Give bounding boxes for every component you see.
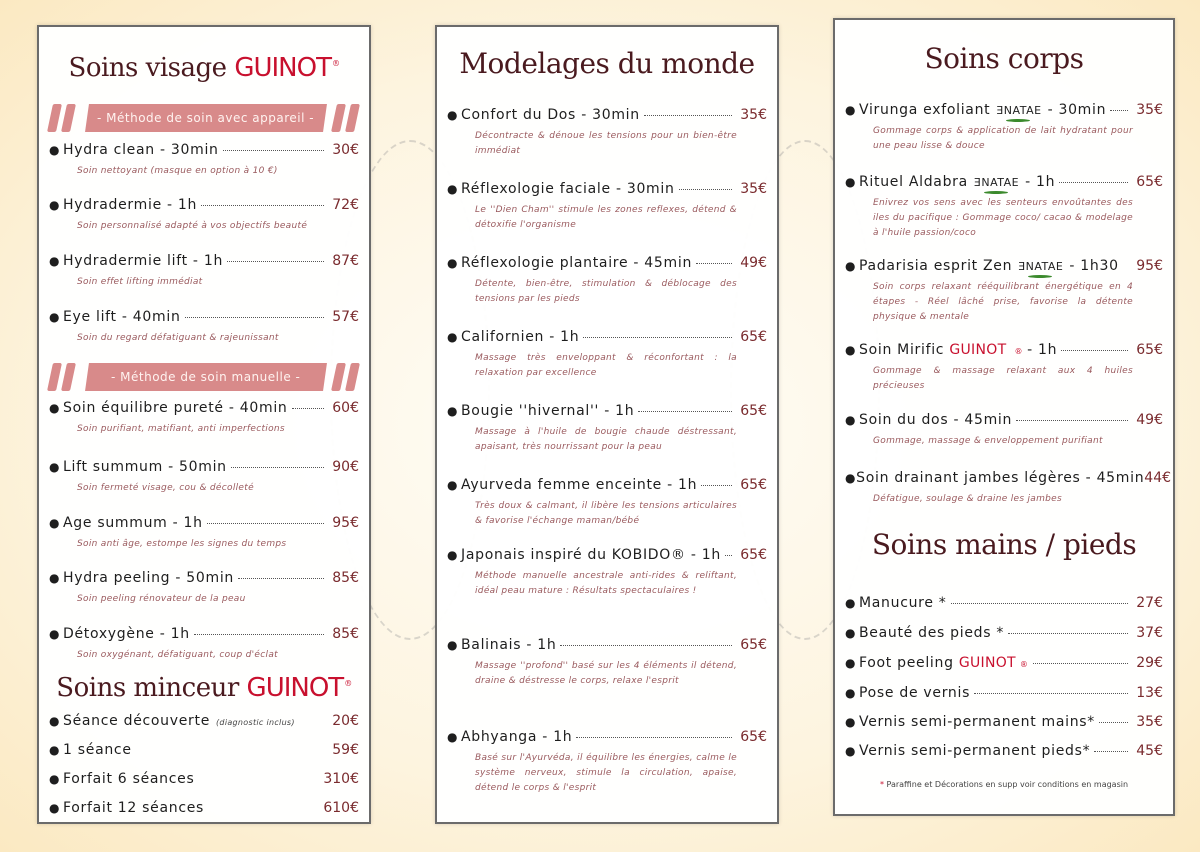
banner-slash (47, 104, 62, 132)
bullet-icon: ● (49, 254, 61, 268)
service-name: Vernis semi-permanent mains* (859, 714, 1096, 730)
service-name: Soin drainant jambes légères - 45min (856, 470, 1145, 486)
service-price: 35€ (1136, 102, 1163, 118)
registered-mark: ® (1014, 347, 1024, 356)
dot-leader (583, 337, 732, 338)
service-price: 35€ (740, 181, 767, 197)
service-price: 65€ (1136, 174, 1163, 190)
bullet-icon: ● (845, 596, 857, 610)
dot-leader (679, 189, 733, 190)
guinot-brand: GUINOT (246, 673, 344, 703)
service-text: - 1h (1027, 342, 1058, 358)
guinot-brand: GUINOT (949, 342, 1007, 358)
dot-leader (576, 737, 732, 738)
service-name: Lift summum - 50min (63, 459, 227, 475)
dot-leader (194, 634, 324, 635)
bullet-icon: ● (845, 413, 857, 427)
service-name: Age summum - 1h (63, 515, 203, 531)
banner-slash (61, 104, 76, 132)
panel-soins-corps (833, 18, 1175, 816)
service-item: ● Californien - 1h 65€ Massage très enveloppant & réconfortant : la relaxation par excellence (447, 329, 767, 378)
service-item: ● Réflexologie plantaire - 45min 49€ Détente, bien-être, stimulation & déblocage des tensions par les pieds (447, 255, 767, 304)
service-name: Virunga exfoliant (859, 102, 991, 118)
dot-leader (951, 603, 1129, 604)
service-price: 65€ (740, 637, 767, 653)
bullet-icon: ● (49, 627, 61, 641)
service-name: Foot peeling (859, 655, 954, 671)
method-banner-device (47, 104, 359, 132)
service-price: 35€ (1136, 714, 1163, 730)
bullet-icon: ● (845, 259, 857, 273)
bullet-icon: ● (447, 638, 459, 652)
bullet-icon: ● (845, 343, 857, 357)
service-name: Eye lift - 40min (63, 309, 181, 325)
service-item: ● Soin drainant jambes légères - 45min 44€ Défatigue, soulage & draine les jambes (845, 470, 1172, 504)
service-item: ● Réflexologie faciale - 30min 35€ Le ''Dien Cham'' stimule les zones reflexes, détend & détoxifie l'organisme (447, 181, 767, 230)
service-item (845, 743, 1163, 759)
bullet-icon: ● (845, 656, 857, 670)
service-item: ● Hydradermie lift - 1h 87€ Soin effet lifting immédiat (49, 253, 359, 287)
service-item (49, 771, 359, 787)
section-title-soins-visage: Soins visage GUINOT® (68, 53, 340, 83)
panel-soins-visage (37, 25, 371, 824)
service-item: ● Hydra clean - 30min 30€ Soin nettoyant (masque en option à 10 €) (49, 142, 359, 176)
service-price: 44€ (1144, 470, 1172, 486)
service-name: Pose de vernis (859, 685, 971, 701)
dot-leader (1033, 663, 1129, 664)
service-item: ● Abhyanga - 1h 65€ Basé sur l'Ayurvéda, il équilibre les énergies, calme le système nerveux, stimule la circulation, apaise, détend le corps & l'esprit (447, 729, 767, 793)
dot-leader (1061, 350, 1128, 351)
service-price: 95€ (1136, 258, 1163, 274)
service-price: 13€ (1136, 685, 1163, 701)
service-price: 65€ (740, 403, 767, 419)
bullet-icon: ● (845, 744, 857, 758)
banner-bar (85, 104, 327, 132)
service-price: 49€ (740, 255, 767, 271)
dot-leader (238, 578, 324, 579)
banner-slash (331, 104, 346, 132)
section-title-modelages: Modelages du monde (459, 47, 755, 80)
service-price: 49€ (1136, 412, 1163, 428)
dot-leader (231, 467, 325, 468)
footnote: * Paraffine et Décorations en supp voir conditions en magasin (879, 780, 1129, 789)
service-name: Bougie ''hivernal'' - 1h (461, 403, 635, 419)
bullet-icon: ● (447, 182, 459, 196)
service-price: 59€ (332, 742, 359, 758)
service-item (845, 595, 1163, 611)
service-item: ● Rituel Aldabra ƎNATAE - 1h 65€ Enivrez vos sens avec les senteurs envoûtantes des iles du pacifique : Gommage coco/ cacao & modelage à l'huile passion/coco (845, 174, 1163, 238)
service-name: Japonais inspiré du KOBIDO® - 1h (461, 547, 721, 563)
service-name: Californien - 1h (461, 329, 580, 345)
dot-leader (185, 317, 325, 318)
guinot-brand: GUINOT (958, 655, 1016, 671)
banner-slash (345, 363, 360, 391)
service-name: Balinais - 1h (461, 637, 557, 653)
service-name: Hydradermie - 1h (63, 197, 198, 213)
service-price: 27€ (1136, 595, 1163, 611)
dot-leader (696, 263, 732, 264)
service-price: 65€ (740, 329, 767, 345)
service-name: Soin du dos - 45min (859, 412, 1013, 428)
service-name: Hydradermie lift - 1h (63, 253, 224, 269)
service-item: ● Soin du dos - 45min 49€ Gommage, massage & enveloppement purifiant (845, 412, 1163, 446)
dot-leader (223, 150, 325, 151)
service-price: 37€ (1136, 625, 1163, 641)
method-banner-manual (47, 363, 359, 391)
bullet-icon: ● (49, 743, 61, 757)
service-item (49, 713, 359, 729)
section-title-soins-minceur: Soins minceur GUINOT® (56, 673, 352, 703)
bullet-icon: ● (845, 686, 857, 700)
bullet-icon: ● (49, 143, 61, 157)
dot-leader (207, 523, 325, 524)
dot-leader (227, 261, 324, 262)
service-item: ● Hydra peeling - 50min 85€ Soin peeling rénovateur de la peau (49, 570, 359, 604)
service-item: ● Bougie ''hivernal'' - 1h 65€ Massage à l'huile de bougie chaude déstressant, apaisant, très nourrissant pour la peau (447, 403, 767, 452)
dot-leader (1099, 722, 1128, 723)
natae-brand-logo: ƎNATAE (1018, 260, 1064, 273)
service-item: ● Virunga exfoliant ƎNATAE - 30min 35€ Gommage corps & application de lait hydratant pour une peau lisse & douce (845, 102, 1163, 151)
dot-leader (560, 645, 732, 646)
service-text: - 1h30 (1069, 258, 1119, 274)
dot-leader (701, 485, 732, 486)
service-name: Séance découverte (63, 713, 211, 729)
service-item: ● Soin Mirific GUINOT ® - 1h 65€ Gommage & massage relaxant aux 4 huiles précieuses (845, 342, 1163, 391)
service-price: 65€ (740, 729, 767, 745)
bullet-icon: ● (845, 175, 857, 189)
dot-leader (974, 693, 1128, 694)
service-price: 29€ (1136, 655, 1163, 671)
dot-leader (1008, 633, 1128, 634)
service-item (845, 625, 1163, 641)
service-name: Rituel Aldabra (859, 174, 968, 190)
service-item: ● Confort du Dos - 30min 35€ Décontracte & dénoue les tensions pour un bien-être immédiat (447, 107, 767, 156)
dot-leader (292, 408, 325, 409)
registered-mark: ® (1019, 660, 1029, 669)
banner-slash (47, 363, 62, 391)
dot-leader (1016, 420, 1128, 421)
service-price: 310€ (323, 771, 359, 787)
service-name: Ayurveda femme enceinte - 1h (461, 477, 698, 493)
service-name: Soin Mirific (859, 342, 945, 358)
service-price: 65€ (1136, 342, 1163, 358)
dot-leader (725, 555, 732, 556)
banner-bar (85, 363, 327, 391)
service-price: 20€ (332, 713, 359, 729)
bullet-icon: ● (447, 108, 459, 122)
panel-modelages (435, 25, 779, 824)
natae-brand-logo: ƎNATAE (996, 104, 1042, 117)
dot-leader (201, 205, 324, 206)
dot-leader (644, 115, 732, 116)
bullet-icon: ● (845, 471, 857, 485)
bullet-icon: ● (845, 626, 857, 640)
service-item: ● Soin équilibre pureté - 40min 60€ Soin purifiant, matifiant, anti imperfections (49, 400, 359, 434)
service-text: - Méthode de soin avec appareil - (97, 111, 315, 125)
service-note: (diagnostic inclus) (216, 718, 295, 727)
service-item: ● Hydradermie - 1h 72€ Soin personnalisé adapté à vos objectifs beauté (49, 197, 359, 231)
service-name: Réflexologie faciale - 30min (461, 181, 675, 197)
natae-brand-logo: ƎNATAE (973, 176, 1020, 189)
banner-slash (331, 363, 346, 391)
dot-leader (1110, 110, 1128, 111)
section-title-soins-mains-pieds: Soins mains / pieds (871, 528, 1137, 561)
service-name: Vernis semi-permanent pieds* (859, 743, 1091, 759)
bullet-icon: ● (49, 714, 61, 728)
bullet-icon: ● (447, 330, 459, 344)
service-item (845, 655, 1163, 671)
service-name: Beauté des pieds * (859, 625, 1005, 641)
service-item: ● Détoxygène - 1h 85€ Soin oxygénant, défatiguant, coup d'éclat (49, 626, 359, 660)
service-price: 65€ (740, 477, 767, 493)
service-name: Abhyanga - 1h (461, 729, 573, 745)
bullet-icon: ● (49, 571, 61, 585)
bullet-icon: ● (49, 310, 61, 324)
service-price: 72€ (332, 197, 359, 213)
dot-leader (1059, 182, 1128, 183)
service-price: 60€ (332, 400, 359, 416)
banner-slash (61, 363, 76, 391)
service-text: - 30min (1047, 102, 1107, 118)
section-title-soins-corps: Soins corps (924, 42, 1084, 75)
service-price: 45€ (1136, 743, 1163, 759)
bullet-icon: ● (447, 548, 459, 562)
guinot-brand: GUINOT (234, 53, 331, 83)
bullet-icon: ● (845, 103, 857, 117)
service-item (845, 685, 1163, 701)
service-item: ● Ayurveda femme enceinte - 1h 65€ Très doux & calmant, il libère les tensions articulaires & favorise l'échange maman/bébé (447, 477, 767, 526)
service-price: 87€ (332, 253, 359, 269)
bullet-icon: ● (447, 730, 459, 744)
service-name: Manucure * (859, 595, 947, 611)
dot-leader (1094, 751, 1128, 752)
service-name: Confort du Dos - 30min (461, 107, 640, 123)
service-price: 85€ (332, 570, 359, 586)
service-item: ● Eye lift - 40min 57€ Soin du regard défatiguant & rajeunissant (49, 309, 359, 343)
service-price: 90€ (332, 459, 359, 475)
service-price: 65€ (740, 547, 767, 563)
service-price: 30€ (332, 142, 359, 158)
service-price: 85€ (332, 626, 359, 642)
bullet-icon: ● (447, 256, 459, 270)
service-name: Soin équilibre pureté - 40min (63, 400, 288, 416)
service-price: 57€ (332, 309, 359, 325)
service-name: Padarisia esprit Zen (859, 258, 1013, 274)
service-price: 35€ (740, 107, 767, 123)
bullet-icon: ● (49, 198, 61, 212)
banner-slash (345, 104, 360, 132)
service-item: ● Padarisia esprit Zen ƎNATAE - 1h30 95€ Soin corps relaxant rééquilibrant énergétique en 4 étapes - Réel lâché prise, favorise la détente physique & mentale (845, 258, 1163, 322)
service-price: 610€ (323, 800, 359, 816)
service-name: 1 séance (63, 742, 132, 758)
service-name: Forfait 6 séances (63, 771, 195, 787)
service-item: ● Japonais inspiré du KOBIDO® - 1h 65€ Méthode manuelle ancestrale anti-rides & reliftant, idéal peau mature : Résultats spectaculaires ! (447, 547, 767, 596)
bullet-icon: ● (447, 478, 459, 492)
service-name: Réflexologie plantaire - 45min (461, 255, 693, 271)
service-price: 95€ (332, 515, 359, 531)
service-name: Hydra peeling - 50min (63, 570, 235, 586)
bullet-icon: ● (49, 516, 61, 530)
service-text: - Méthode de soin manuelle - (111, 370, 301, 384)
bullet-icon: ● (49, 460, 61, 474)
bullet-icon: ● (49, 401, 61, 415)
service-item (845, 714, 1163, 730)
service-item: ● Balinais - 1h 65€ Massage ''profond'' basé sur les 4 éléments il détend, draine & déstresse le corps, relaxe l'esprit (447, 637, 767, 686)
service-name: Détoxygène - 1h (63, 626, 190, 642)
service-name: Hydra clean - 30min (63, 142, 219, 158)
dot-leader (638, 411, 732, 412)
service-item (49, 800, 359, 816)
service-item: ● Lift summum - 50min 90€ Soin fermeté visage, cou & décolleté (49, 459, 359, 493)
bullet-icon: ● (49, 772, 61, 786)
service-text: - 1h (1025, 174, 1056, 190)
service-name: Forfait 12 séances (63, 800, 205, 816)
service-item (49, 742, 359, 758)
bullet-icon: ● (845, 715, 857, 729)
bullet-icon: ● (447, 404, 459, 418)
service-item: ● Age summum - 1h 95€ Soin anti âge, estompe les signes du temps (49, 515, 359, 549)
bullet-icon: ● (49, 801, 61, 815)
